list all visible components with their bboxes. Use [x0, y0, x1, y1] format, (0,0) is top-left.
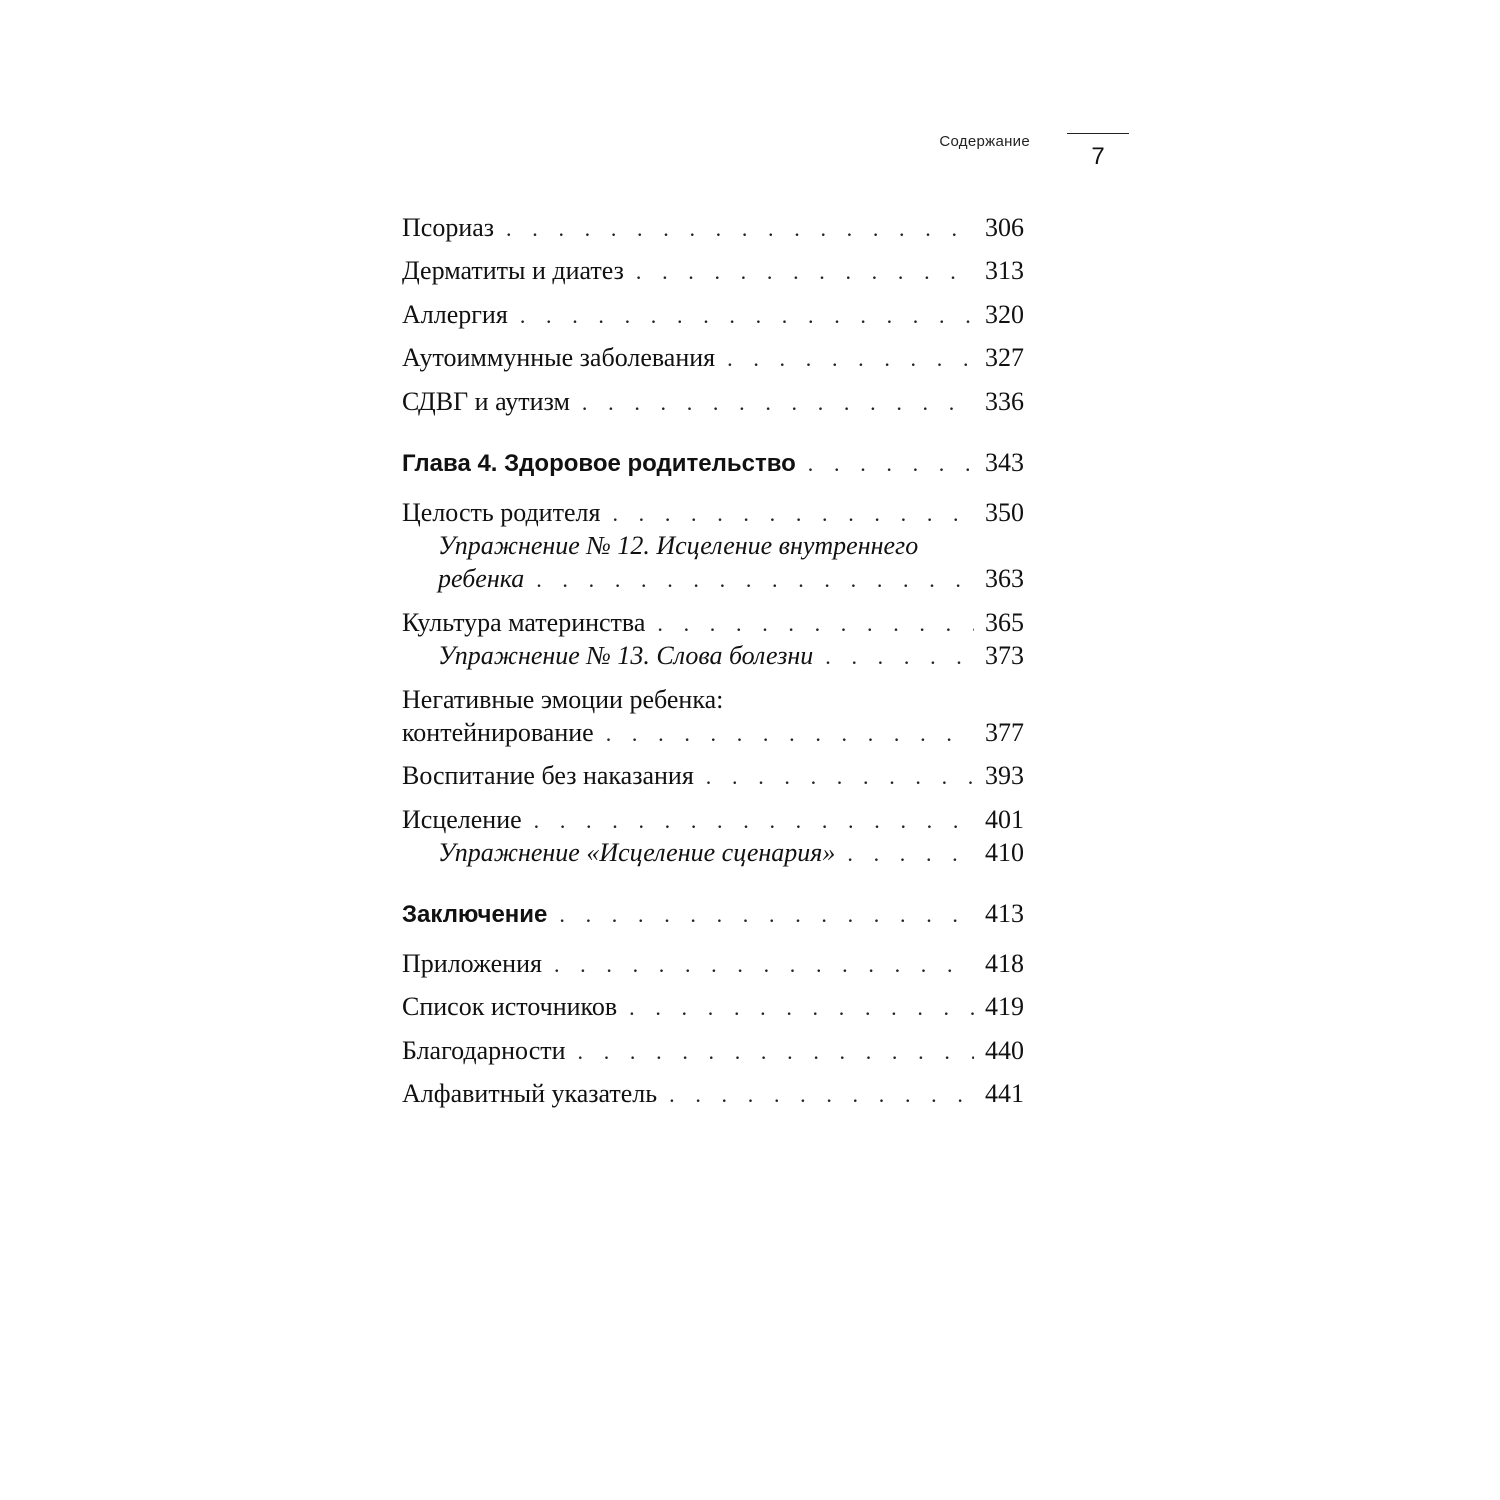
toc-entry-page: 313	[985, 256, 1024, 285]
dot-leader	[612, 497, 974, 531]
toc-entry[interactable]	[402, 211, 1024, 245]
toc-entry[interactable]	[402, 606, 1024, 640]
dot-leader	[606, 717, 974, 751]
toc-entry-title: Упражнение № 13. Слова болезни	[438, 641, 814, 670]
dot-leader	[520, 299, 974, 333]
toc-entry-title: Упражнение № 12. Исцеление внутреннего	[438, 531, 919, 560]
toc-entry-title: Благодарности	[402, 1036, 566, 1065]
toc-entry-page: 320	[985, 300, 1024, 329]
toc-entry-page: 393	[985, 761, 1024, 790]
toc-exercise-entry[interactable]	[438, 639, 1024, 673]
toc-entry-line1[interactable]	[402, 683, 1024, 717]
toc-entry-page: 419	[985, 992, 1024, 1021]
toc-chapter-entry[interactable]	[402, 897, 1024, 931]
toc-entry-page: 363	[985, 564, 1024, 593]
toc-entry[interactable]	[402, 385, 1024, 419]
toc-entry-title: Воспитание без наказания	[402, 761, 694, 790]
dot-leader	[825, 640, 974, 674]
toc-entry[interactable]	[402, 254, 1024, 288]
toc-entry-title: Аутоиммунные заболевания	[402, 343, 716, 372]
toc-entry[interactable]	[402, 716, 1024, 750]
toc-entry-page: 440	[985, 1036, 1024, 1065]
toc-entry[interactable]	[402, 759, 1024, 793]
toc-entry-page: 306	[985, 213, 1024, 242]
dot-leader	[847, 837, 974, 871]
toc-entry-page: 373	[985, 641, 1024, 670]
toc-entry[interactable]	[402, 1034, 1024, 1068]
dot-leader	[506, 212, 974, 246]
toc-entry-title: СДВГ и аутизм	[402, 387, 570, 416]
dot-leader	[669, 1078, 974, 1112]
toc-entry-page: 413	[985, 899, 1024, 928]
toc-entry-title: Аллергия	[402, 300, 508, 329]
header-rule	[1067, 133, 1129, 134]
toc-entry-title: Дерматиты и диатез	[402, 256, 624, 285]
toc-entry-title: Исцеление	[402, 805, 522, 834]
toc-entry-title: Псориаз	[402, 213, 495, 242]
table-of-contents	[402, 0, 1024, 1500]
toc-entry-page: 343	[985, 448, 1024, 477]
toc-entry-page: 410	[985, 838, 1024, 867]
dot-leader	[554, 948, 974, 982]
toc-entry-page: 401	[985, 805, 1024, 834]
toc-exercise-entry[interactable]	[438, 562, 1024, 596]
toc-entry-title: Список источников	[402, 992, 618, 1021]
dot-leader	[706, 760, 974, 794]
dot-leader	[536, 563, 974, 597]
toc-entry-title: Целость родителя	[402, 498, 601, 527]
dot-leader	[727, 342, 974, 376]
toc-entry[interactable]	[402, 990, 1024, 1024]
toc-entry[interactable]	[402, 298, 1024, 332]
toc-entry-title: Упражнение «Исцеление сценария»	[438, 838, 836, 867]
toc-entry-title: контейнирование	[402, 718, 594, 747]
toc-chapter-title: Заключение	[402, 901, 548, 928]
dot-leader	[578, 1035, 974, 1069]
toc-entry-page: 377	[985, 718, 1024, 747]
toc-entry-page: 327	[985, 343, 1024, 372]
dot-leader	[582, 386, 974, 420]
page-number: 7	[1091, 143, 1105, 170]
toc-entry[interactable]	[402, 803, 1024, 837]
toc-entry-title: Негативные эмоции ребенка:	[402, 685, 724, 714]
toc-entry-title: Культура материнства	[402, 608, 646, 637]
running-head-title: Содержание	[939, 133, 1030, 150]
toc-entry-page: 365	[985, 608, 1024, 637]
toc-entry[interactable]	[402, 496, 1024, 530]
toc-entry-page: 350	[985, 498, 1024, 527]
dot-leader	[629, 991, 974, 1025]
dot-leader	[636, 255, 974, 289]
toc-entry[interactable]	[402, 947, 1024, 981]
toc-entry-title: ребенка	[438, 564, 525, 593]
dot-leader	[534, 804, 974, 838]
toc-entry-page: 441	[985, 1079, 1024, 1108]
dot-leader	[657, 607, 974, 641]
toc-entry-title: Алфавитный указатель	[402, 1079, 658, 1108]
toc-exercise-entry[interactable]	[438, 836, 1024, 870]
toc-entry-title: Приложения	[402, 949, 542, 978]
toc-entry[interactable]	[402, 1077, 1024, 1111]
toc-chapter-entry[interactable]	[402, 446, 1024, 480]
toc-chapter-title: Глава 4. Здоровое родительство	[402, 450, 796, 477]
dot-leader	[559, 898, 974, 932]
toc-entry[interactable]	[402, 341, 1024, 375]
dot-leader	[808, 447, 974, 481]
toc-entry-page: 336	[985, 387, 1024, 416]
toc-entry-page: 418	[985, 949, 1024, 978]
toc-exercise-entry-line1[interactable]	[438, 529, 1024, 563]
